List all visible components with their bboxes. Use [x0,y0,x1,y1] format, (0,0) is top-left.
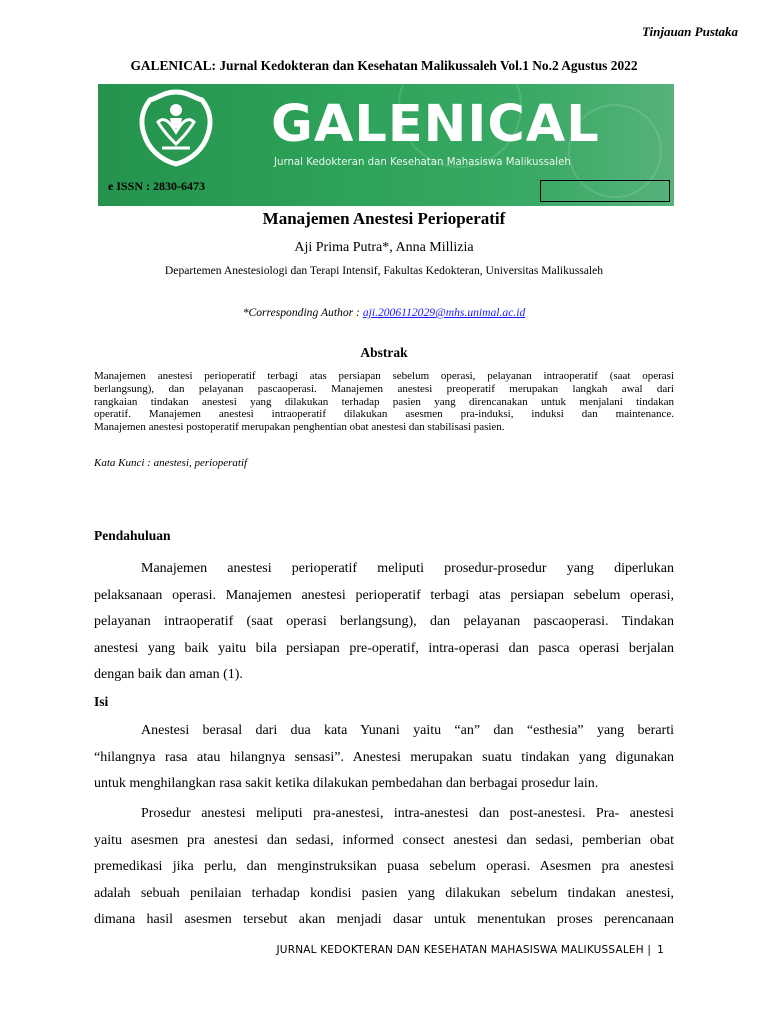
affiliation: Departemen Anestesiologi dan Terapi Intensif, Fakultas Kedokteran, Universitas Malikussaleh [164,264,604,277]
footer-journal-name: JURNAL KEDOKTERAN DAN KESEHATAN MAHASISWA MALIKUSSALEH | [276,944,652,956]
article-title: Manajemen Anestesi Perioperatif [262,209,506,228]
paragraph-line: dimana hasil asesmen tersebut akan menjadi dasar untuk menentukan proses perencanaan [94,912,674,927]
abstract-line: berlangsung), dan pelayanan pascaoperasi. Manajemen anestesi preoperatif merupakan langkah awal dari [94,382,674,395]
paragraph-line: premedikasi jika perlu, dan menginstruksikan puasa sebelum operasi. Asesmen pra anestesi [94,859,674,874]
section-label: Tinjauan Pustaka [642,24,738,39]
keywords: Kata Kunci : anestesi, perioperatif [94,457,248,469]
abstract-line: rangkaian tindakan anestesi yang dilakukan terhadap pasien yang direncanakan untuk menjalani tindakan [94,395,674,408]
isi-paragraph-2 [94,801,674,934]
abstract-heading: Abstrak [360,345,408,360]
university-crest-icon [136,88,216,168]
paragraph-line: Manajemen anestesi perioperatif meliputi prosedur-prosedur yang diperlukan [141,561,674,576]
banner-title: GALENICAL [271,95,600,154]
section-heading-pendahuluan: Pendahuluan [94,528,171,543]
author-list: Aji Prima Putra*, Anna Millizia [294,240,474,255]
journal-header: GALENICAL: Jurnal Kedokteran dan Kesehatan Malikussaleh Vol.1 No.2 Agustus 2022 [130,58,638,73]
paragraph-line: anestesi yang baik yaitu bila persiapan pre-operatif, intra-operasi dan pasca operasi berjalan [94,640,674,656]
paragraph-line: Prosedur anestesi meliputi pra-anestesi, intra-anestesi dan post-anestesi. Pra- anestesi [141,806,674,821]
paragraph-line: yaitu asesmen pra anestesi dan sedasi, informed consect anestesi dan sedasi, pemberian obat [94,832,674,848]
corresponding-email-link[interactable]: aji.2006112029@mhs.unimal.ac.id [362,306,526,319]
abstract-body [94,370,674,434]
abstract-line: operatif. Manajemen anestesi intraoperatif dilakukan asesmen pra-induksi, induksi dan maintenance. [94,408,674,421]
section-heading-isi: Isi [94,694,109,709]
paragraph-line: pelayanan intraoperatif (saat operasi berlangsung), dan pelayanan pascaoperasi. Tindakan [94,614,674,629]
banner-subtitle: Jurnal Kedokteran dan Kesehatan Mahasiswa Malikussaleh [274,157,571,168]
corresponding-label: *Corresponding Author : [242,306,363,319]
corresponding-author [0,306,768,319]
paragraph-line: Anestesi berasal dari dua kata Yunani yaitu “an” dan “esthesia” yang berarti [141,723,674,738]
paragraph-line: dengan baik dan aman (1). [94,667,243,682]
intro-paragraph [94,556,674,689]
page-footer [277,944,664,956]
isi-paragraph-1 [94,718,674,798]
paragraph-line: pelaksanaan operasi. Manajemen anestesi perioperatif terbagi atas persiapan sebelum operasi, [94,587,674,603]
journal-banner [98,84,674,206]
abstract-line: Manajemen anestesi postoperatif merupakan penghentian obat anestesi dan stabilisasi pasien. [94,421,505,434]
paragraph-line: adalah sebuah penilaian terhadap kondisi pasien yang dilakukan sebelum tindakan anestesi, [94,885,674,901]
page-number: 1 [657,944,664,956]
paragraph-line: untuk menghilangkan rasa sakit ketika dilakukan pembedahan dan berbagai prosedur lain. [94,776,599,791]
issn-label: e ISSN : 2830-6473 [108,179,206,193]
abstract-line: Manajemen anestesi perioperatif terbagi atas persiapan sebelum operasi, pelayanan intraoperatif (saat operasi [94,370,674,382]
empty-box [540,180,670,202]
paragraph-line: “hilangnya rasa atau hilangnya sensasi”. Anestesi merupakan suatu tindakan yang digunakan [94,749,674,765]
